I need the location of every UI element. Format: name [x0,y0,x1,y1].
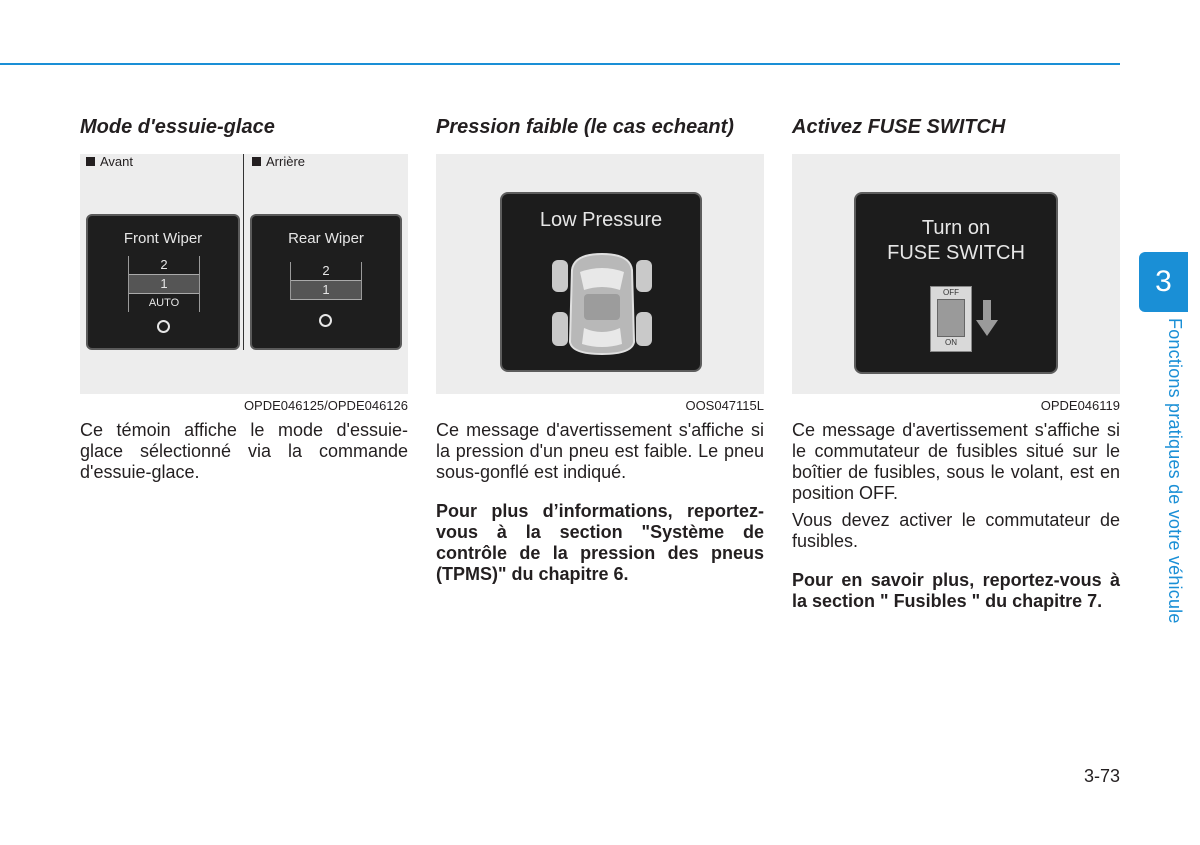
body-paragraph-2: Vous devez activer le commutateur de fusibles. [792,510,1120,551]
body-paragraph: Ce message d'avertissement s'affiche si la pression d'un pneu est faible. Le pneu sous-gonflé est indiqué. [436,420,764,482]
rear-level-1: 1 [291,280,361,300]
rear-off-circle-icon [319,314,332,327]
reference-note: Pour en savoir plus, reportez-vous à la section " Fusibles " du chapitre 7. [792,570,1120,611]
front-off-circle-icon [157,320,170,333]
body-paragraph: Ce message d'avertissement s'affiche si le commutateur de fusibles situé sur le boîtier de fusibles, sous le volant, est en position OFF. [792,420,1120,503]
figure-caption: OOS047115L [685,398,764,413]
low-pressure-figure [436,154,764,394]
figure-caption: OPDE046119 [1040,398,1120,413]
front-level-2: 2 [160,257,168,272]
rear-wiper-title: Rear Wiper [288,230,364,247]
fuse-switch-icon: OFF ON [930,286,972,352]
body-paragraph: Ce témoin affiche le mode d'essuie-glace sélectionné via la commande d'essuie-glace. [80,420,408,482]
fuse-line-2: FUSE SWITCH [887,242,1025,264]
section-low-pressure [436,112,764,591]
fuse-switch-display [854,192,1058,374]
figure-divider [243,154,244,350]
figure-caption: OPDE046125/OPDE046126 [243,398,408,413]
rear-wiper-panel [250,214,402,350]
top-rule [0,63,1120,65]
section-heading: Mode d'essuie-glace [80,116,275,138]
section-fuse-switch [792,112,1120,618]
front-wiper-panel [86,214,240,350]
front-wiper-scale [128,256,200,312]
section-heading: Pression faible (le cas echeant) [436,116,734,138]
fuse-switch-figure [792,154,1120,394]
rear-level-2: 2 [322,263,330,278]
section-wiper-mode [80,112,408,489]
chapter-title: Fonctions pratiques de votre véhicule [1165,318,1185,624]
chapter-number-tab: 3 [1139,252,1188,312]
figure-label-rear: Arrière [252,154,305,170]
rear-wiper-scale [290,262,362,300]
wiper-mode-figure [80,154,408,394]
reference-note: Pour plus d’informations, reportez-vous à la section "Système de contrôle de la pression des pneus (TPMS)" du chapitre 6. [436,501,764,584]
arrow-down-icon [976,300,998,336]
figure-label-front: Avant [86,154,133,170]
front-wiper-title: Front Wiper [123,230,203,247]
low-pressure-text: Low Pressure [539,209,663,231]
low-pressure-display [500,192,702,372]
fuse-line-1: Turn on [921,217,991,239]
car-tire-icon [550,250,654,358]
page-number: 3-73 [1083,766,1120,786]
front-level-auto: AUTO [148,297,180,309]
front-level-1: 1 [129,274,199,294]
section-heading: Activez FUSE SWITCH [792,116,1006,138]
